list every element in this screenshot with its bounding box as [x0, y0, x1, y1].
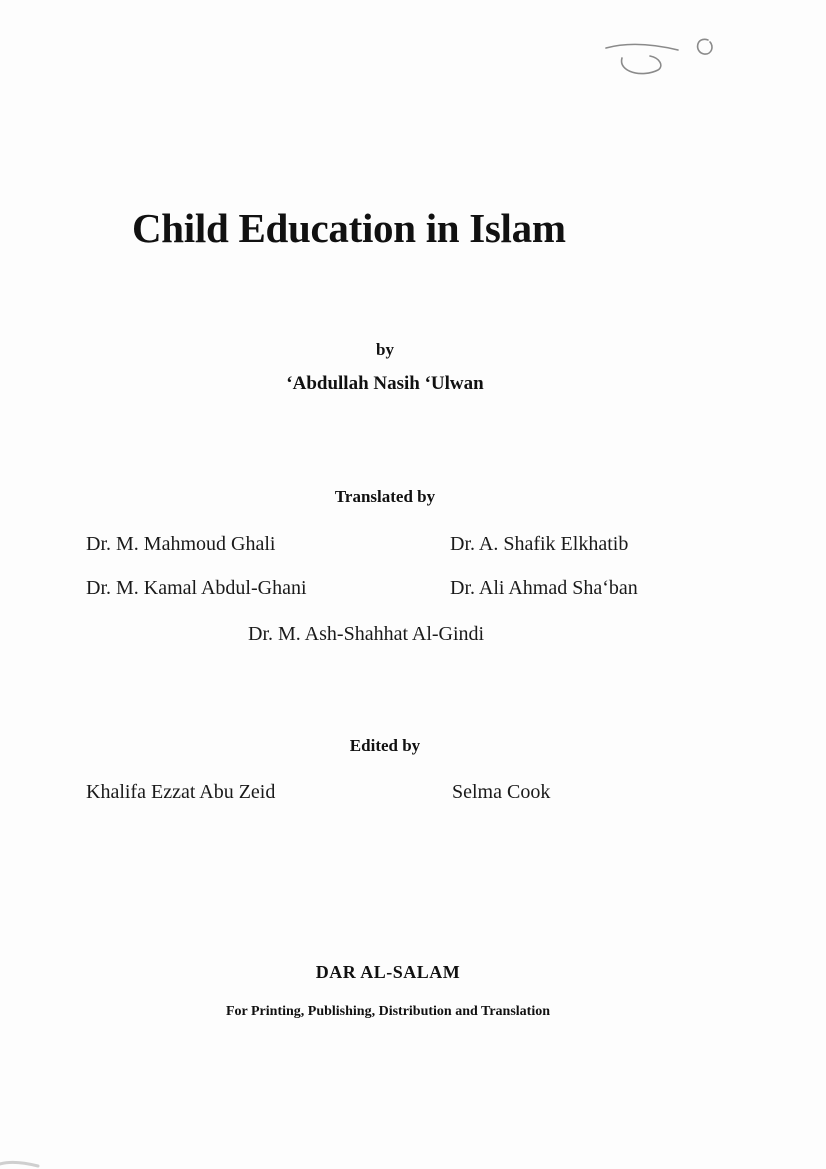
author-name: ‘Abdullah Nasih ‘Ulwan	[286, 373, 484, 394]
by-label: by	[376, 340, 394, 359]
translated-by-label: Translated by	[334, 487, 436, 506]
publisher-tagline: For Printing, Publishing, Distribution and Translation	[225, 1004, 551, 1019]
translator-name: Dr. A. Shafik Elkhatib	[450, 533, 629, 555]
editor-name: Khalifa Ezzat Abu Zeid	[86, 781, 276, 803]
translator-name: Dr. Ali Ahmad Sha‘ban	[450, 577, 638, 599]
edited-by-label: Edited by	[349, 736, 421, 755]
translator-name: Dr. M. Mahmoud Ghali	[86, 533, 276, 555]
editor-name: Selma Cook	[452, 781, 551, 803]
handwritten-mark	[598, 28, 728, 88]
translator-name: Dr. M. Ash-Shahhat Al-Gindi	[248, 623, 485, 645]
translator-name: Dr. M. Kamal Abdul-Ghani	[86, 577, 307, 599]
publisher-name: DAR AL-SALAM	[315, 962, 461, 982]
scan-smudge	[0, 1158, 40, 1169]
book-title: Child Education in Islam	[132, 205, 566, 251]
